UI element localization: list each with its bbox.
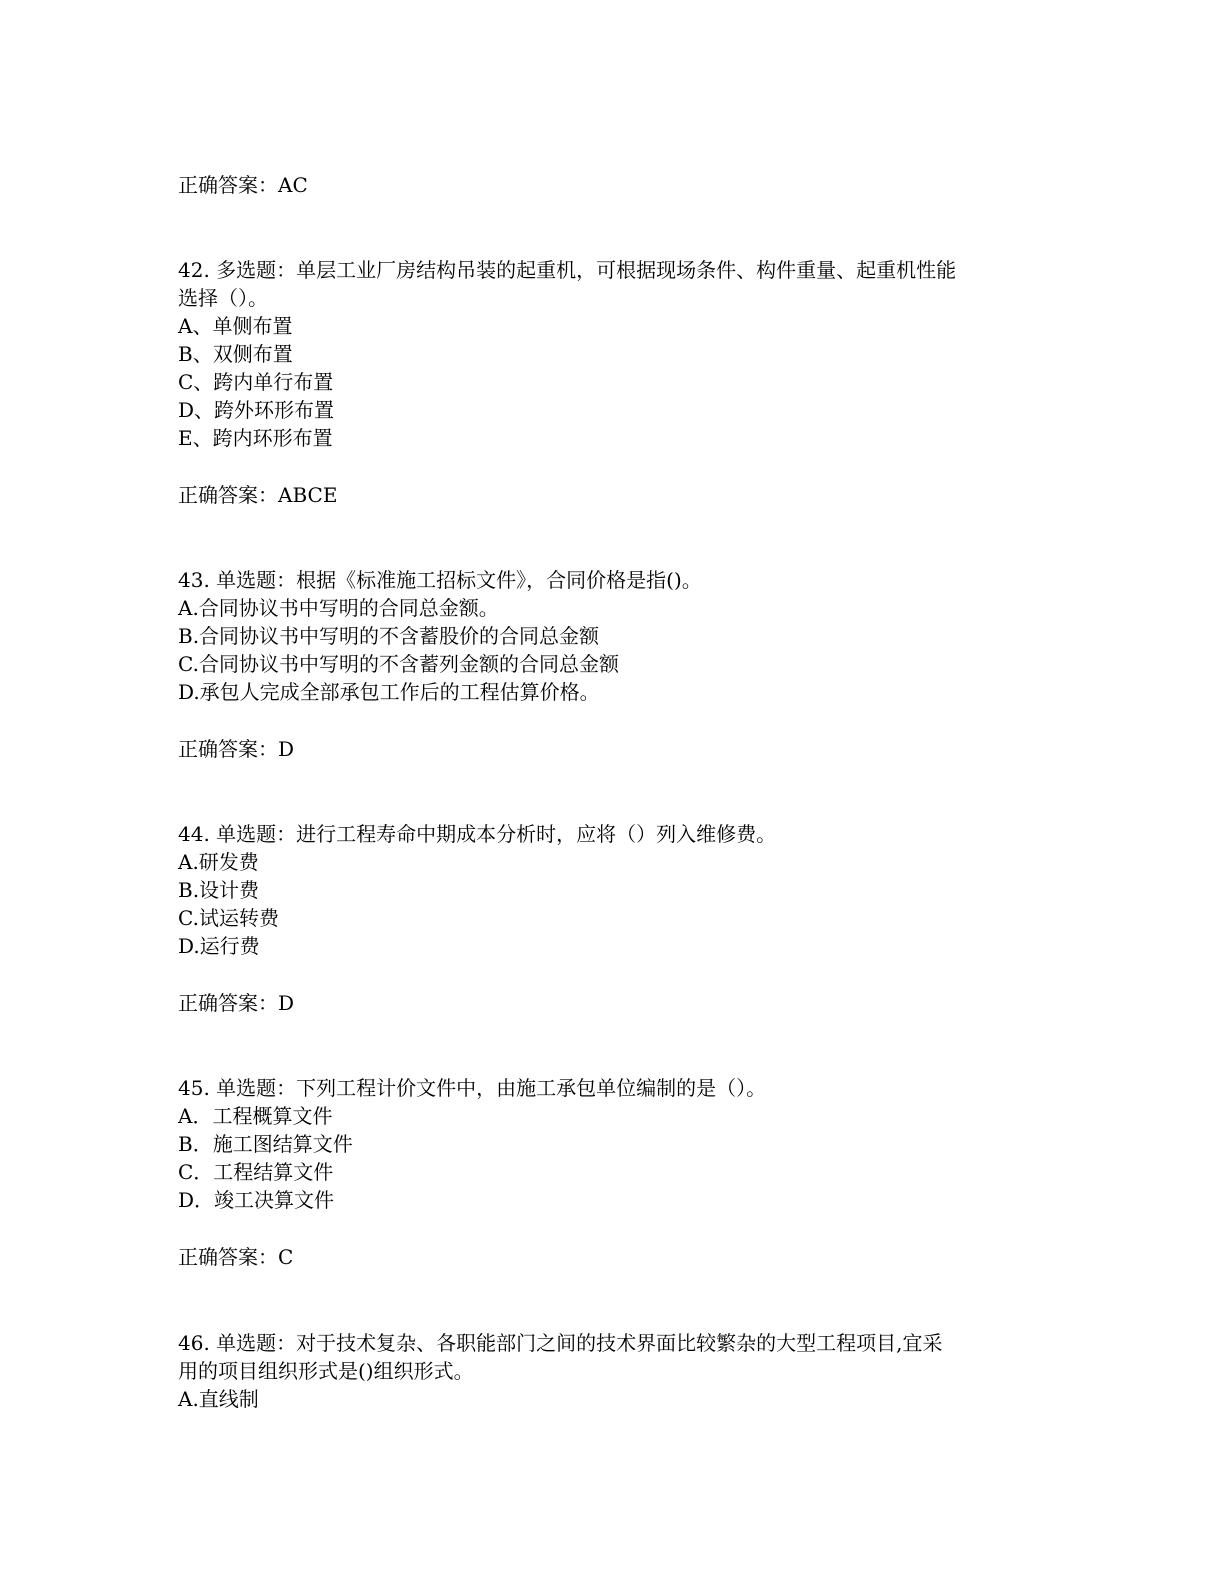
question-45-option-a: A．工程概算文件 xyxy=(178,1104,333,1128)
question-42-option-e: E、跨内环形布置 xyxy=(178,426,333,450)
question-43-option-a: A.合同协议书中写明的合同总金额。 xyxy=(178,596,499,620)
question-43-option-d: D.承包人完成全部承包工作后的工程估算价格。 xyxy=(178,680,600,704)
question-44-option-a: A.研发费 xyxy=(178,850,259,874)
question-46-stem-cont: 用的项目组织形式是()组织形式。 xyxy=(178,1359,474,1383)
question-42-answer: 正确答案：ABCE xyxy=(178,483,338,507)
question-46-option-a: A.直线制 xyxy=(178,1387,259,1411)
question-43-option-b: B.合同协议书中写明的不含蓄股价的合同总金额 xyxy=(178,624,600,648)
answer-previous: 正确答案：AC xyxy=(178,173,308,197)
question-45-option-b: B．施工图结算文件 xyxy=(178,1132,353,1156)
question-43-answer: 正确答案：D xyxy=(178,737,295,761)
question-42-option-c: C、跨内单行布置 xyxy=(178,370,334,394)
question-42-stem: 42. 多选题：单层工业厂房结构吊装的起重机，可根据现场条件、构件重量、起重机性能 xyxy=(178,258,957,282)
question-45-stem: 45. 单选题：下列工程计价文件中，由施工承包单位编制的是（）。 xyxy=(178,1076,767,1100)
question-44-option-b: B.设计费 xyxy=(178,878,260,902)
question-43-stem: 43. 单选题：根据《标准施工招标文件》，合同价格是指()。 xyxy=(178,568,702,592)
question-44-option-c: C.试运转费 xyxy=(178,906,279,930)
question-42-stem-cont: 选择（）。 xyxy=(178,286,268,310)
question-45-option-d: D．竣工决算文件 xyxy=(178,1188,335,1212)
question-44-stem: 44. 单选题：进行工程寿命中期成本分析时，应将（）列入维修费。 xyxy=(178,822,777,846)
question-44-answer: 正确答案：D xyxy=(178,991,295,1015)
question-42-option-d: D、跨外环形布置 xyxy=(178,398,335,422)
question-46-stem: 46. 单选题：对于技术复杂、各职能部门之间的技术界面比较繁杂的大型工程项目,宜采 xyxy=(178,1331,943,1355)
question-42-option-b: B、双侧布置 xyxy=(178,342,293,366)
question-45-option-c: C．工程结算文件 xyxy=(178,1160,334,1184)
question-44-option-d: D.运行费 xyxy=(178,934,260,958)
question-45-answer: 正确答案：C xyxy=(178,1245,294,1269)
question-42-option-a: A、单侧布置 xyxy=(178,314,293,338)
question-43-option-c: C.合同协议书中写明的不含蓄列金额的合同总金额 xyxy=(178,652,619,676)
